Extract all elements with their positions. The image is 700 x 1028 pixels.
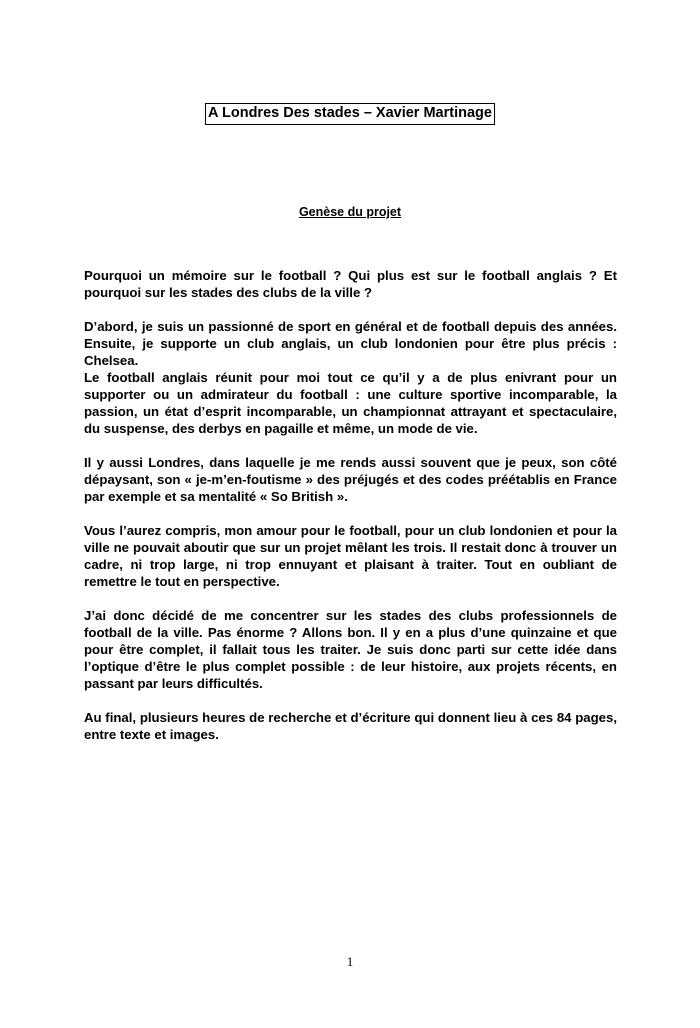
paragraph-project: Vous l’aurez compris, mon amour pour le football, pour un club londonien et pour la ville ne pouvait aboutir que sur un projet mêlant les trois. Il restait donc à trouver un cadre, ni trop large, ni trop ennuyant et plaisant à traiter. Tout en oubliant de remettre le tout en perspective. bbox=[84, 523, 617, 589]
paragraph-passion: D’abord, je suis un passionné de sport en général et de football depuis des années. Ensuite, je supporte un club anglais, un club londonien pour être plus précis : Chelsea. bbox=[84, 319, 617, 368]
page-number: 1 bbox=[346, 954, 354, 969]
section-heading: Genèse du projet bbox=[298, 205, 402, 219]
document-title: A Londres Des stades – Xavier Martinage bbox=[205, 103, 495, 125]
paragraph-london: Il y aussi Londres, dans laquelle je me rends aussi souvent que je peux, son côté dépaysant, son « je-m’en-foutisme » des préjugés et des codes préétablis en France par exemple et sa mentalité « So British ». bbox=[84, 455, 617, 504]
paragraph-english-football: Le football anglais réunit pour moi tout ce qu’il y a de plus enivrant pour un supporter ou un admirateur du football : une culture sportive incomparable, la passion, un état d’esprit incomparable, un championnat attrayant et spectaculaire, du suspense, des derbys en pagaille et même, un mode de vie. bbox=[84, 370, 617, 436]
paragraph-stadiums: J’ai donc décidé de me concentrer sur les stades des clubs professionnels de football de la ville. Pas énorme ? Allons bon. Il y en a plus d’une quinzaine et que pour être complet, il fallait tous les traiter. Je suis donc parti sur cette idée dans l’optique d’être le plus complet possible : de leur histoire, aux projets récents, en passant par leurs difficultés. bbox=[84, 608, 617, 691]
paragraph-intro-questions: Pourquoi un mémoire sur le football ? Qui plus est sur le football anglais ? Et pourquoi sur les stades des clubs de la ville ? bbox=[84, 268, 617, 300]
body-text bbox=[84, 267, 617, 760]
paragraph-conclusion: Au final, plusieurs heures de recherche et d’écriture qui donnent lieu à ces 84 pages, entre texte et images. bbox=[84, 710, 617, 742]
